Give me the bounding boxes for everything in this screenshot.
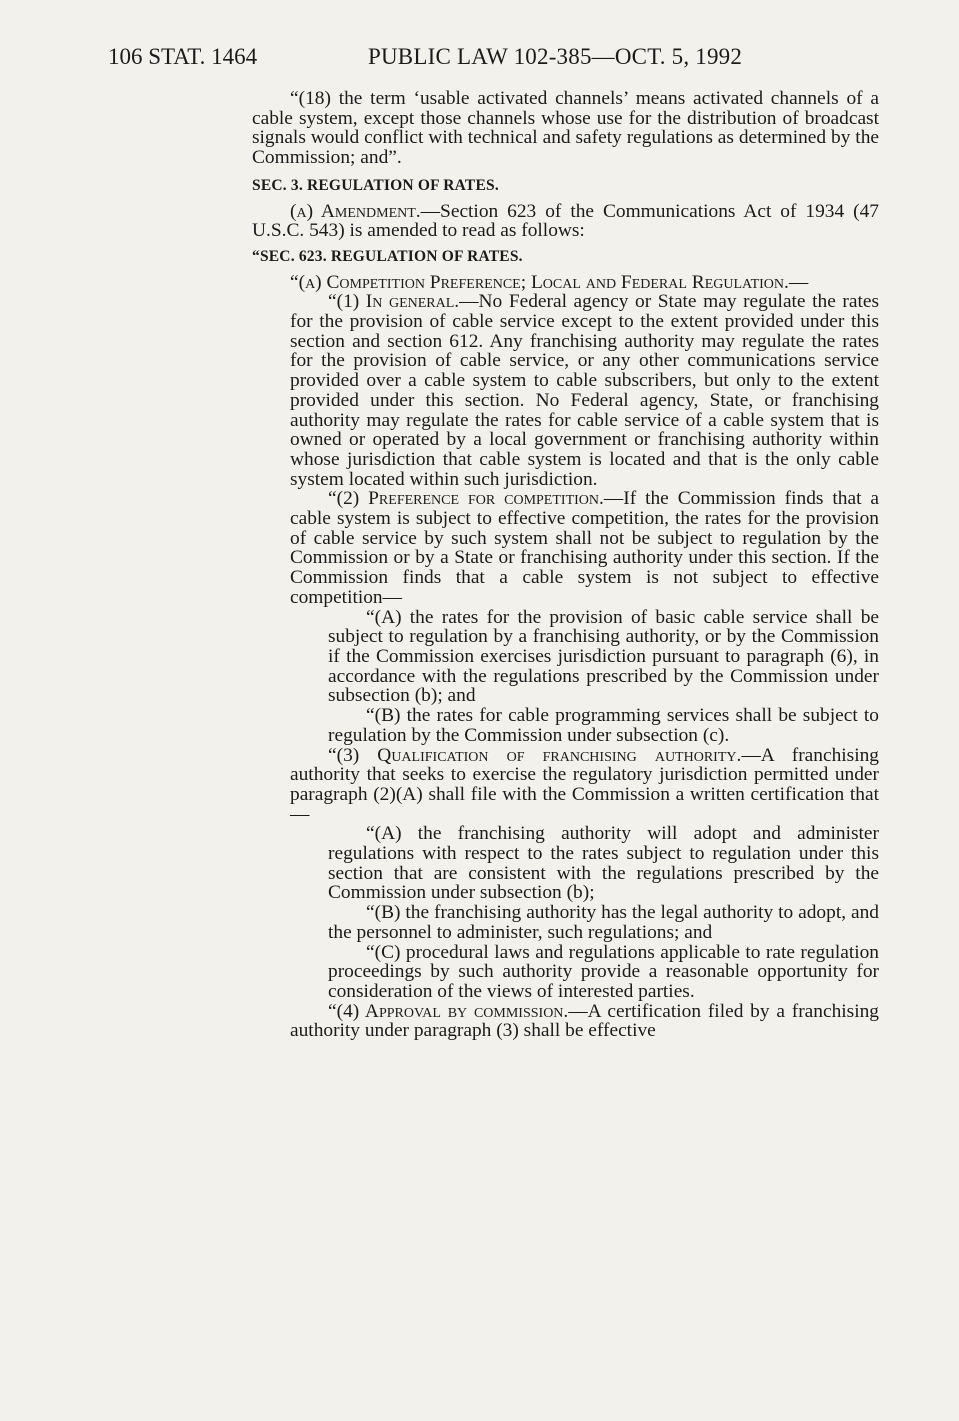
- paragraph-3-text: —A franchising authority that seeks to exercise the regulatory jurisdiction permitted under paragraph (2)(A) shall file with the Commission a written certification that—: [290, 744, 879, 825]
- paragraph-4-lead: “(4) Approval by commission.: [328, 1000, 569, 1022]
- amendment-text: —Section 623 of the Communications Act of 1934 (47 U.S.C. 543) is amended to read as follows:: [252, 200, 879, 242]
- paragraph-4: [252, 1002, 879, 1041]
- paragraph-3-A: “(A) the franchising authority will adopt and administer regulations with respect to the rates subject to regulation under this section that are consistent with the regulations prescribed by the Commission under subsection (b);: [328, 823, 879, 904]
- subsection-a-amendment: [252, 202, 879, 241]
- paragraph-3-lead: “(3) Qualification of franchising authority.: [328, 744, 742, 766]
- paragraph-2-A: “(A) the rates for the provision of basic cable service shall be subject to regulation by a franchising authority, or by the Commission if the Commission exercises jurisdiction pursuant to paragraph (6), in accordance with the regulations prescribed by the Commission under subsection (b); and: [328, 606, 879, 707]
- amendment-lead: (a) Amendment.: [290, 200, 421, 222]
- paragraph-2-B: “(B) the rates for cable programming services shall be subject to regulation by the Commission under subsection (c).: [328, 705, 879, 746]
- paragraph-1-lead: “(1) In general.: [328, 291, 460, 313]
- paragraph-18: “(18) the term ‘usable activated channels’ means activated channels of a cable system, except those channels whose use for the distribution of broadcast signals would conflict with technical and safety regulations as determined by the Commission; and”.: [252, 88, 879, 169]
- statute-text: [252, 89, 879, 1041]
- paragraph-2-lead: “(2) Preference for competition.: [328, 488, 604, 510]
- paragraph-1: [252, 292, 879, 489]
- paragraph-3-C: “(C) procedural laws and regulations applicable to rate regulation proceedings by such authority provide a reasonable opportunity for consideration of the views of interested parties.: [328, 941, 879, 1002]
- section-3-heading: SEC. 3. REGULATION OF RATES.: [252, 176, 499, 194]
- stat-page-reference: 106 STAT. 1464: [108, 44, 258, 69]
- paragraph-3: [252, 746, 879, 825]
- paragraph-4-text: —A certification filed by a franchising authority under paragraph (3) shall be effective: [290, 1000, 879, 1042]
- paragraph-2: [252, 489, 879, 607]
- page-header: [70, 44, 890, 72]
- paragraph-1-text: —No Federal agency or State may regulate the rates for the provision of cable service except to the extent provided under this section and section 612. Any franchising authority may regulate the rates for the provision of cable service, or any other communications service provided over a cable system to cable subscribers, but only to the extent provided under this section. No Federal agency, State, or franchising authority may regulate the rates for cable service of a cable system that is owned or operated by a local government or franchising authority within whose jurisdiction that cable system is located and that is the only cable system located within such jurisdiction.: [290, 291, 880, 490]
- paragraph-2-text: —If the Commission finds that a cable system is subject to effective competition, the rates for the provision of cable service by such system shall not be subject to regulation by the Commission or by a State or franchising authority under this section. If the Commission finds that a cable system is not subject to effective competition—: [290, 488, 879, 608]
- section-623-heading: “SEC. 623. REGULATION OF RATES.: [252, 247, 523, 265]
- subsection-a-competition-heading: “(a) Competition Preference; Local and Federal Regulation.—: [290, 271, 809, 293]
- running-head: PUBLIC LAW 102-385—OCT. 5, 1992: [368, 44, 743, 69]
- paragraph-3-B: “(B) the franchising authority has the legal authority to adopt, and the personnel to administer, such regulations; and: [328, 902, 879, 943]
